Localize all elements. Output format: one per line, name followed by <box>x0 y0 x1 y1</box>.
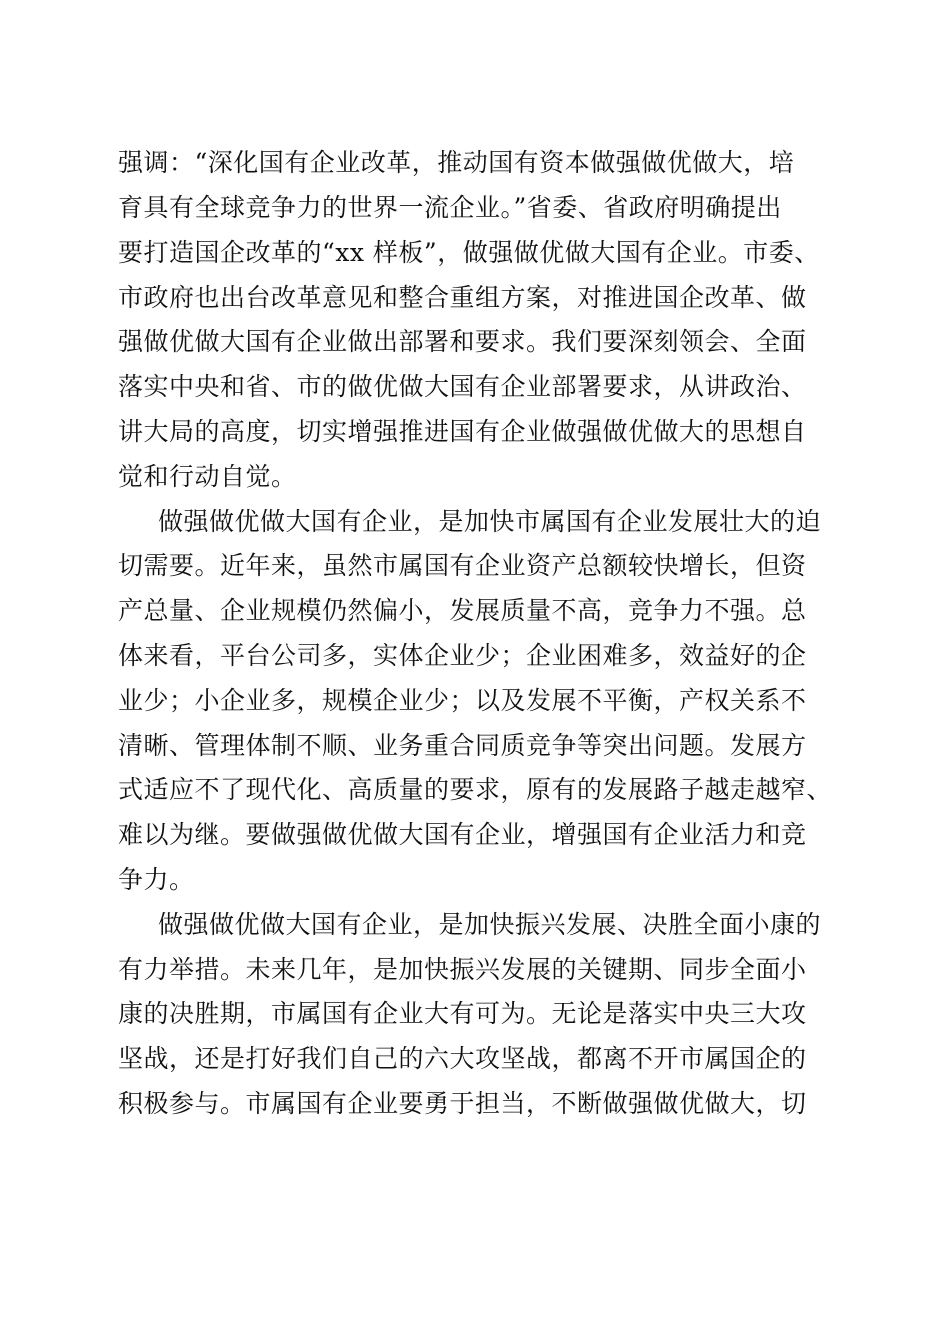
text-line: 式适应不了现代化、高质量的要求，原有的发展路子越走越窄、 <box>118 775 833 804</box>
text-line: 切需要。近年来，虽然市属国有企业资产总额较快增长，但资 <box>118 551 807 580</box>
text-line: 讲大局的高度，切实增强推进国有企业做强做优做大的思想自 <box>118 417 807 446</box>
text-line: 育具有全球竞争力的世界一流企业。”省委、省政府明确提出 <box>118 193 782 222</box>
text-line: 市政府也出台改革意见和整合重组方案，对推进国企改革、做 <box>118 283 807 312</box>
text-line: 有力举措。未来几年，是加快振兴发展的关键期、同步全面小 <box>118 955 807 984</box>
text-line: 积极参与。市属国有企业要勇于担当，不断做强做优做大，切 <box>118 1089 807 1118</box>
text-line: 做强做优做大国有企业，是加快振兴发展、决胜全面小康的 <box>158 910 822 939</box>
text-line: 产总量、企业规模仍然偏小，发展质量不高，竞争力不强。总 <box>118 596 807 625</box>
text-line: 做强做优做大国有企业，是加快市属国有企业发展壮大的迫 <box>158 507 822 536</box>
text-line: 强调：“深化国有企业改革，推动国有资本做强做优做大，培 <box>118 148 795 177</box>
text-line: 要打造国企改革的“xx 样板”，做强做优做大国有企业。市委、 <box>118 238 820 267</box>
text-line: 落实中央和省、市的做优做大国有企业部署要求，从讲政治、 <box>118 372 807 401</box>
text-line: 体来看，平台公司多，实体企业少；企业困难多，效益好的企 <box>118 641 807 670</box>
text-line: 强做优做大国有企业做出部署和要求。我们要深刻领会、全面 <box>118 327 807 356</box>
text-line: 坚战，还是打好我们自己的六大攻坚战，都离不开市属国企的 <box>118 1044 807 1073</box>
text-line: 业少；小企业多，规模企业少；以及发展不平衡，产权关系不 <box>118 686 807 715</box>
text-line: 清晰、管理体制不顺、业务重合同质竞争等突出问题。发展方 <box>118 731 807 760</box>
text-line: 争力。 <box>118 865 195 894</box>
text-line: 觉和行动自觉。 <box>118 462 297 491</box>
text-line: 康的决胜期，市属国有企业大有可为。无论是落实中央三大攻 <box>118 999 807 1028</box>
text-line: 难以为继。要做强做优做大国有企业，增强国有企业活力和竞 <box>118 820 807 849</box>
